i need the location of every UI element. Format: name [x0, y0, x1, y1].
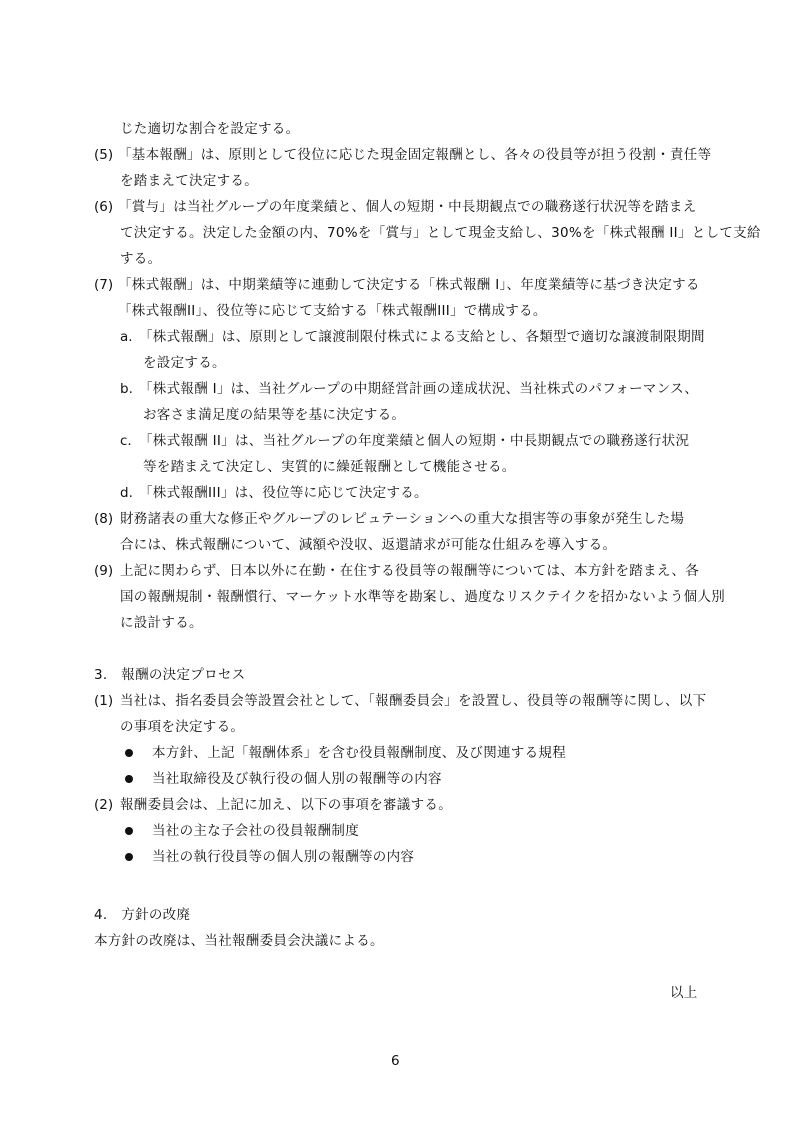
- item-number: (9): [94, 563, 114, 579]
- section-heading: 4. 方針の改廃: [94, 907, 191, 923]
- bullet-icon: [125, 853, 133, 861]
- section-body: 本方針の改廃は、当社報酬委員会決議による。: [94, 933, 384, 949]
- item-text: 「基本報酬」は、原則として役位に応じた現金固定報酬とし、各々の役員等が担う役割・責任等: [118, 147, 712, 163]
- item-text: に設計する。: [120, 615, 203, 631]
- section-heading: 3. 報酬の決定プロセス: [94, 667, 246, 683]
- sub-item-text: 「株式報酬 I」は、当社グループの中期経営計画の達成状況、当社株式のパフォーマンス、: [139, 381, 699, 397]
- bullet-icon: [125, 749, 133, 757]
- sub-item-text: 「株式報酬III」は、役位等に応じて決定する。: [139, 485, 428, 501]
- bullet-icon: [125, 827, 133, 835]
- sub-item-letter: d.: [120, 485, 133, 501]
- sub-item-text: 等を踏まえて決定し、実質的に繰延報酬として機能させる。: [143, 459, 516, 475]
- item-text: する。: [120, 251, 162, 267]
- bullet-text: 当社の執行役員等の個人別の報酬等の内容: [152, 849, 415, 865]
- item-text: の事項を決定する。: [120, 719, 245, 735]
- item-text: を踏まえて決定する。: [120, 173, 258, 189]
- sub-item-letter: a.: [120, 329, 133, 345]
- item-text: 当社は、指名委員会等設置会社として、「報酬委員会」を設置し、役員等の報酬等に関し、以下: [120, 693, 707, 709]
- bullet-icon: [125, 775, 133, 783]
- item-number: (8): [94, 511, 114, 527]
- item-text: 財務諸表の重大な修正やグループのレピュテーションへの重大な損害等の事象が発生した場: [120, 511, 685, 527]
- item-text: 上記に関わらず、日本以外に在勤・在住する役員等の報酬等については、本方針を踏まえ、各: [120, 563, 700, 579]
- item-text: 報酬委員会は、上記に加え、以下の事項を審議する。: [120, 797, 453, 813]
- sub-item-text: お客さま満足度の結果等を基に決定する。: [143, 407, 406, 423]
- item-text: 合には、株式報酬について、減額や没収、返還請求が可能な仕組みを導入する。: [120, 537, 617, 553]
- item-number: (7): [94, 277, 114, 293]
- bullet-text: 当社の主な子会社の役員報酬制度: [152, 823, 359, 839]
- item-number: (1): [94, 693, 114, 709]
- sub-item-letter: b.: [120, 381, 133, 397]
- item-text: 国の報酬規制・報酬慣行、マーケット水準等を勘案し、過度なリスクテイクを招かないよう個人別: [120, 589, 726, 605]
- sub-item-text: 「株式報酬 II」は、当社グループの年度業績と個人の短期・中長期観点での職務遂行状況: [139, 433, 690, 449]
- item-text: 「賞与」は当社グループの年度業績と、個人の短期・中長期観点での職務遂行状況等を踏まえ: [118, 199, 697, 215]
- item-number: (5): [94, 147, 114, 163]
- sub-item-letter: c.: [120, 433, 132, 449]
- sub-item-text: を設定する。: [143, 355, 226, 371]
- bullet-text: 当社取締役及び執行役の個人別の報酬等の内容: [152, 771, 442, 787]
- item-number: (2): [94, 797, 114, 813]
- closing-mark: 以上: [670, 985, 698, 1001]
- item-text: 「株式報酬II」、役位等に応じて支給する「株式報酬III」で構成する。: [118, 303, 547, 319]
- sub-item-text: 「株式報酬」は、原則として譲渡制限付株式による支給とし、各類型で適切な譲渡制限期間: [139, 329, 705, 345]
- bullet-text: 本方針、上記「報酬体系」を含む役員報酬制度、及び関連する規程: [152, 745, 566, 761]
- item-text: 「株式報酬」は、中期業績等に連動して決定する「株式報酬 I」、年度業績等に基づき決定する: [118, 277, 700, 293]
- item-text: て決定する。決定した金額の内、70%を「賞与」として現金支給し、30%を「株式報酬 II」として支給: [120, 225, 761, 241]
- continuation-line: じた適切な割合を設定する。: [120, 121, 300, 137]
- item-number: (6): [94, 199, 114, 215]
- page-number: 6: [391, 1053, 400, 1069]
